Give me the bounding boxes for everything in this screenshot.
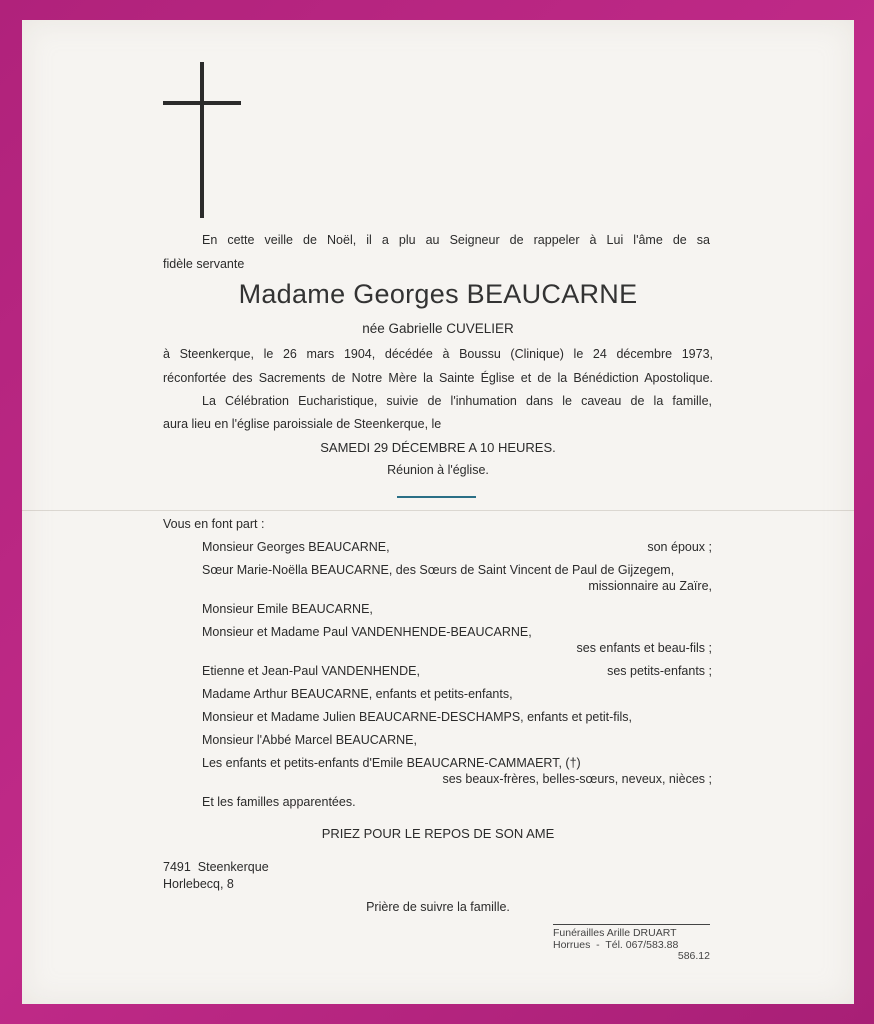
- family-entry-name: Les enfants et petits-enfants d'Emile BEAUCARNE-CAMMAERT, (†): [202, 756, 581, 770]
- footer-rule: [553, 924, 710, 925]
- deceased-name: Madame Georges BEAUCARNE: [238, 279, 638, 309]
- family-entry-relation: son époux ;: [647, 540, 712, 554]
- ceremony-line-2: aura lieu en l'église paroissiale de Steenkerque, le: [163, 417, 442, 431]
- family-entry-name: Monsieur Emile BEAUCARNE,: [202, 602, 373, 616]
- family-entry-name: Monsieur l'Abbé Marcel BEAUCARNE,: [202, 733, 417, 747]
- family-entry-name: Sœur Marie-Noëlla BEAUCARNE, des Sœurs de Saint Vincent de Paul de Gijzegem,: [202, 563, 675, 577]
- family-entry-name: Monsieur Georges BEAUCARNE,: [202, 540, 390, 554]
- prayer-line: PRIEZ POUR LE REPOS DE SON AME: [321, 826, 555, 841]
- follow-family: Prière de suivre la famille.: [366, 900, 510, 914]
- family-entry-name: Madame Arthur BEAUCARNE, enfants et petits-enfants,: [202, 687, 513, 701]
- funeral-home-name: Funérailles Arille DRUART: [553, 927, 677, 939]
- family-entry-name: Monsieur et Madame Paul VANDENHENDE-BEAUCARNE,: [202, 625, 532, 639]
- family-entry-name: Monsieur et Madame Julien BEAUCARNE-DESCHAMPS, enfants et petit-fils,: [202, 710, 633, 724]
- funeral-home-phone: Horrues - Tél. 067/583.88: [553, 939, 679, 951]
- maiden-name: née Gabrielle CUVELIER: [362, 321, 514, 336]
- meeting-place: Réunion à l'église.: [387, 463, 489, 477]
- ceremony-date: SAMEDI 29 DÉCEMBRE A 10 HEURES.: [320, 440, 556, 455]
- family-entry-relation: missionnaire au Zaïre,: [588, 579, 712, 593]
- sacraments-line: réconfortée des Sacrements de Notre Mère la Sainte Église et de la Bénédiction Apostolique.: [163, 371, 713, 385]
- family-entry-name: Etienne et Jean-Paul VANDENHENDE,: [202, 664, 420, 678]
- family-entry-name: Et les familles apparentées.: [202, 795, 356, 809]
- address-line-2: Horlebecq, 8: [163, 877, 234, 891]
- address-line-1: 7491 Steenkerque: [163, 860, 269, 874]
- family-entry-relation: ses beaux-frères, belles-sœurs, neveux, nièces ;: [442, 772, 712, 786]
- family-entry-relation: ses enfants et beau-fils ;: [576, 641, 712, 655]
- family-entry-relation: ses petits-enfants ;: [607, 664, 712, 678]
- intro-line-2: fidèle servante: [163, 257, 245, 271]
- fold-line: [22, 510, 854, 511]
- birth-death-line: à Steenkerque, le 26 mars 1904, décédée à Boussu (Clinique) le 24 décembre 1973,: [163, 347, 713, 361]
- funeral-home-phone-2: 586.12: [677, 950, 710, 962]
- ceremony-line-1: La Célébration Eucharistique, suivie de l'inhumation dans le caveau de la famille,: [202, 394, 712, 408]
- divider-rule: [397, 496, 476, 498]
- intro-line-1: En cette veille de Noël, il a plu au Seigneur de rappeler à Lui l'âme de sa: [202, 233, 710, 247]
- obituary-card: [22, 20, 854, 1004]
- family-heading: Vous en font part :: [163, 517, 265, 531]
